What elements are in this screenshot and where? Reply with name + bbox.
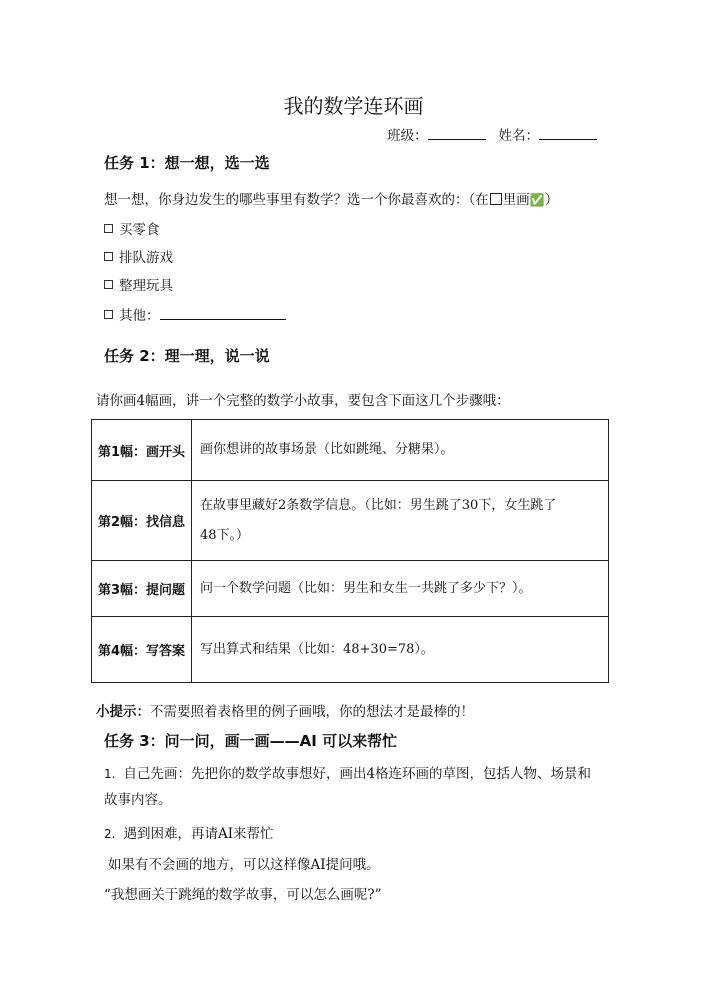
task3-heading: 任务 3：问一问，画一画——AI 可以来帮忙 [104,732,398,750]
numbered-item-1-cont: 故事内容。 [104,792,172,808]
option-label: 其他： [119,308,160,324]
name-label: 姓名： [498,128,539,144]
option-item[interactable] [104,221,160,239]
class-blank [428,126,486,140]
option-item[interactable] [104,305,286,325]
checkbox-icon[interactable] [104,280,113,289]
page-title: 我的数学连环画 [283,94,424,118]
table-row [92,420,609,481]
step-name: 第3幅：提问题 [92,561,192,617]
task2-intro: 请你画4幅画，讲一个完整的数学小故事，要包含下面这几个步骤哦： [96,393,510,409]
ai-ask-line: 如果有不会画的地方，可以这样像AI提问哦。 [108,857,380,873]
table-row [92,617,609,683]
checkbox-icon[interactable] [104,310,113,319]
step-name: 第1幅：画开头 [92,420,192,481]
option-label: 排队游戏 [119,250,173,266]
checkbox-icon[interactable] [104,252,113,261]
tip-line [96,703,474,721]
task1-prompt-text: 想一想，你身边发生的哪些事里有数学？选一个你最喜欢的：（在 [104,192,489,208]
tip-text: 不需要照着表格里的例子画哦，你的想法才是最棒的！ [150,704,474,720]
steps-table [91,419,609,683]
name-blank [539,126,597,140]
option-label: 整理玩具 [119,278,173,294]
checkbox-icon[interactable] [104,224,113,233]
task1-prompt-end: ） [544,192,559,208]
numbered-item-1 [104,765,591,783]
numbered-item-2 [104,825,274,843]
task1-prompt [104,191,558,209]
other-blank[interactable] [160,305,286,320]
step-desc-line: 48下。） [200,527,250,543]
tip-label: 小提示： [96,704,150,720]
option-item[interactable] [104,277,173,295]
student-info-line [387,126,597,145]
check-mark-icon: ✅ [529,193,545,207]
item-number: 1. [104,767,116,781]
inline-box-icon [490,193,502,205]
option-label: 买零食 [119,222,160,238]
step-desc: 画你想讲的故事场景（比如跳绳、分糖果）。 [192,420,609,481]
task1-prompt-text-2: 里画 [502,192,530,208]
step-name: 第4幅：写答案 [92,617,192,683]
ai-example-quote: “我想画关于跳绳的数学故事，可以怎么画呢?” [104,887,382,903]
item-number: 2. [104,827,116,841]
task1-heading: 任务 1：想一想，选一选 [104,154,270,172]
step-desc-line: 在故事里藏好2条数学信息。（比如：男生跳了30下，女生跳了 [200,497,557,513]
step-name: 第2幅：找信息 [92,481,192,561]
item-text: 遇到困难，再请AI来帮忙 [123,826,274,842]
step-desc [192,481,609,561]
item-text: 自己先画：先把你的数学故事想好，画出4格连环画的草图，包括人物、场景和 [123,766,592,782]
step-desc: 问一个数学问题（比如：男生和女生一共跳了多少下？）。 [192,561,609,617]
step-desc: 写出算式和结果（比如：48+30=78）。 [192,617,609,683]
class-label: 班级： [387,128,428,144]
table-row [92,561,609,617]
option-item[interactable] [104,249,173,267]
table-row [92,481,609,561]
task2-heading: 任务 2：理一理，说一说 [104,347,270,365]
